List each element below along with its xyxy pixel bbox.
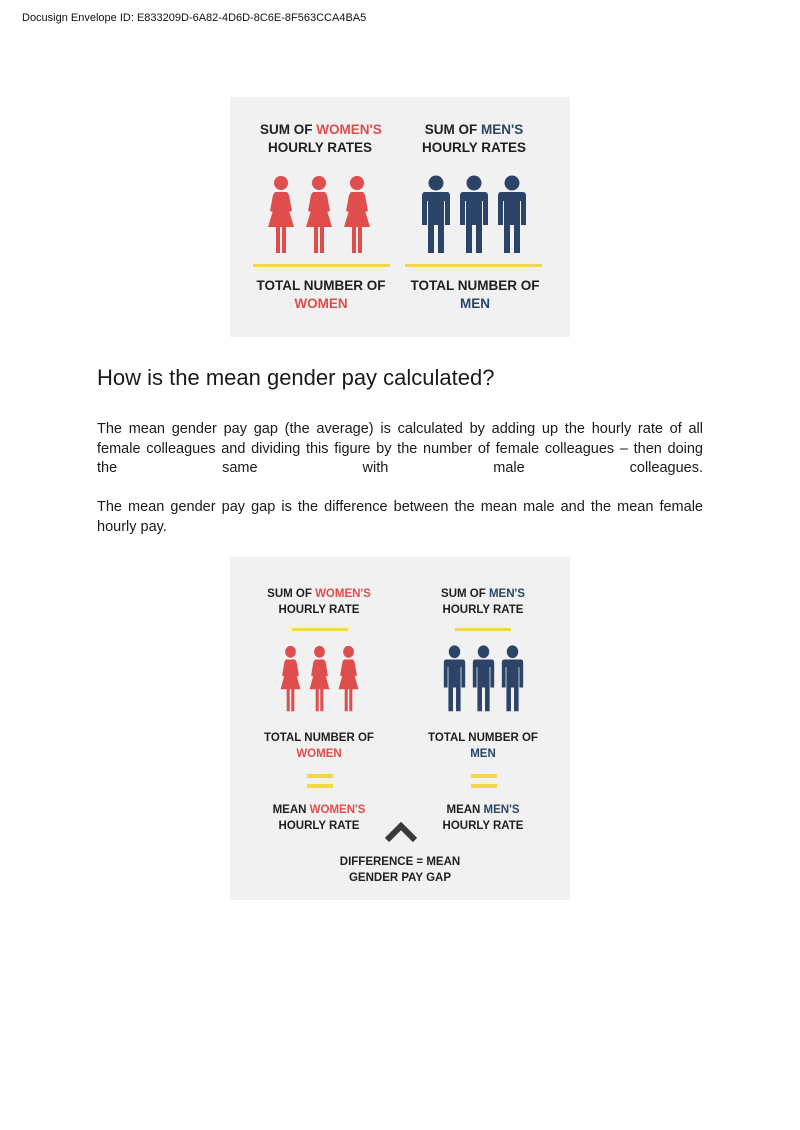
equals-icon [471,774,497,788]
difference-label: DIFFERENCE = MEAN GENDER PAY GAP [339,856,461,884]
woman-figure-icon [300,175,338,255]
man-figure-icon [440,645,469,713]
women-sum-label: SUM OF WOMEN'S HOURLY RATE [267,588,371,616]
women-figures [262,175,376,255]
infographic-bottom [230,557,570,900]
men-figures [417,175,531,255]
women-divider [253,264,390,267]
woman-figure-icon [276,645,305,713]
women-total-label: TOTAL NUMBER OF WOMEN [264,732,374,760]
men-divider [405,264,542,267]
men-mean-label: MEAN MEN'S HOURLY RATE [442,804,524,832]
woman-figure-icon [334,645,363,713]
man-figure-icon [469,645,498,713]
man-figure-icon [417,175,455,255]
women-sum-label: SUM OF WOMEN'S HOURLY RATES [260,122,382,156]
men-total-label: TOTAL NUMBER OF MEN [410,278,540,312]
envelope-id: Docusign Envelope ID: E833209D-6A82-4D6D-8C6E-8F563CCA4BA5 [22,12,367,24]
woman-figure-icon [262,175,300,255]
woman-figure-icon [305,645,334,713]
women-divider [292,628,348,631]
women-mean-label: MEAN WOMEN'S HOURLY RATE [272,804,366,832]
men-sum-label: SUM OF MEN'S HOURLY RATE [441,588,525,616]
infographic-top [230,97,570,337]
paragraph-mean-calculation: The mean gender pay gap (the average) is calculated by adding up the hourly rate of all female colleagues and dividing this figure by the number of female colleagues – then doing the same with male colleagues. [97,421,703,476]
woman-figure-icon [338,175,376,255]
men-divider [455,628,511,631]
man-figure-icon [455,175,493,255]
man-figure-icon [493,175,531,255]
men-figures [440,645,527,713]
section-heading: How is the mean gender pay calculated? [97,365,495,390]
women-figures [276,645,363,713]
women-total-label: TOTAL NUMBER OF WOMEN [256,278,386,312]
men-total-label: TOTAL NUMBER OF MEN [428,732,538,760]
man-figure-icon [498,645,527,713]
men-sum-label: SUM OF MEN'S HOURLY RATES [421,122,527,156]
equals-icon [307,774,333,788]
caret-up-icon [385,822,417,844]
paragraph-mean-difference: The mean gender pay gap is the difference between the mean male and the mean female hourly pay. [97,499,703,535]
